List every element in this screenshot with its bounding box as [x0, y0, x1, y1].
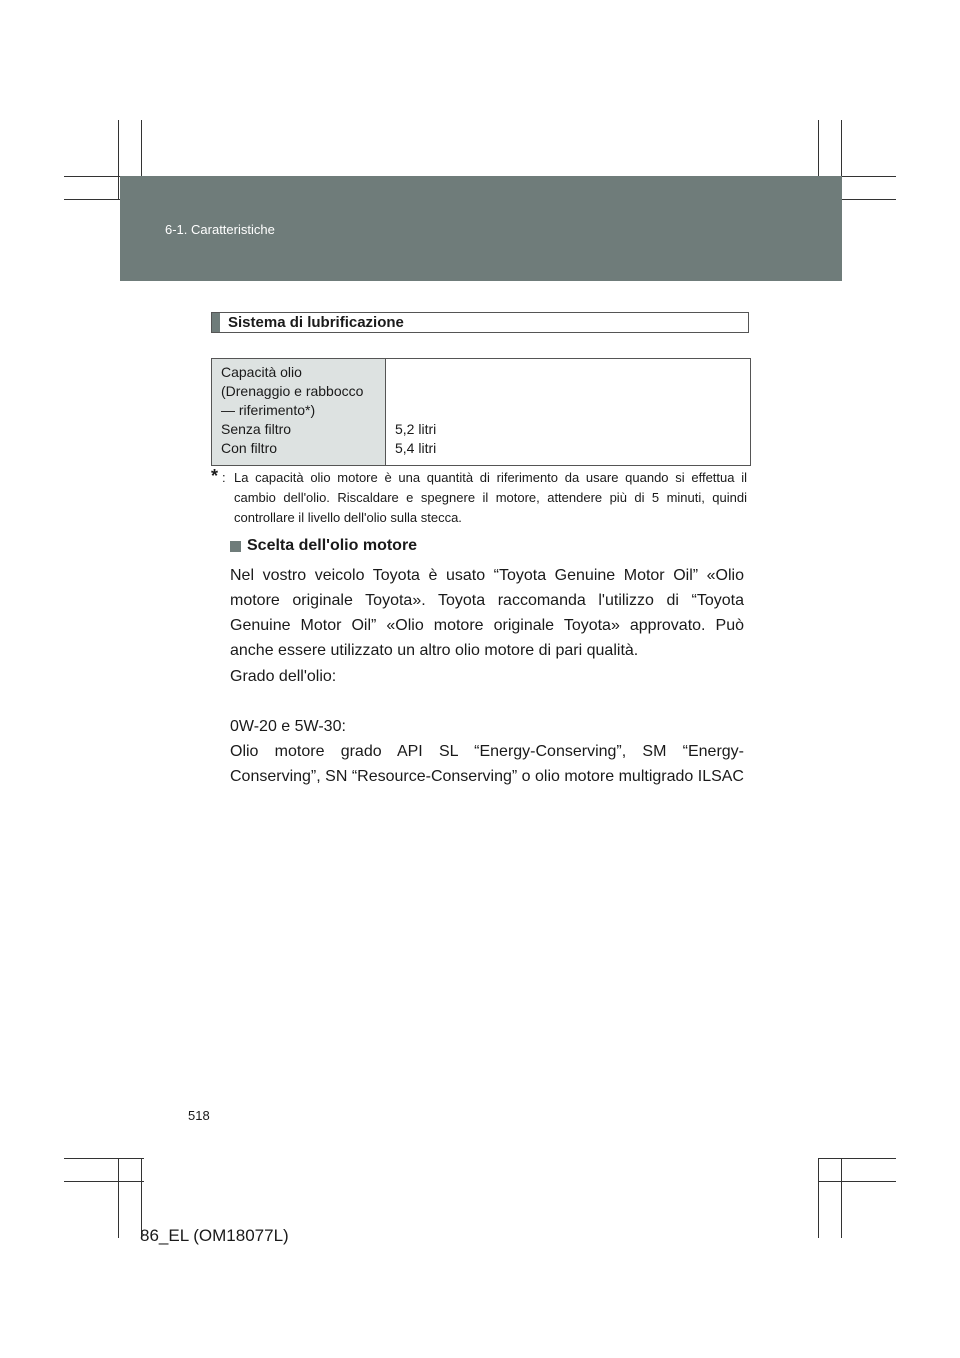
footnote-colon: :	[222, 470, 226, 485]
label-line: Senza filtro	[221, 421, 292, 437]
crop-mark	[64, 1181, 144, 1182]
section-header	[211, 312, 749, 333]
table-value-cell	[386, 359, 751, 466]
crop-mark	[64, 1158, 144, 1159]
paragraph-line: 0W-20 e 5W-30:	[230, 718, 346, 735]
breadcrumb: 6-1. Caratteristiche	[165, 222, 275, 237]
footnote	[211, 468, 747, 528]
crop-mark	[818, 1181, 896, 1182]
label-line: — riferimento*)	[221, 402, 316, 418]
square-bullet-icon	[230, 541, 241, 552]
value-line: 5,4 litri	[395, 440, 437, 456]
label-line: Con filtro	[221, 440, 278, 456]
document-code: 86_EL (OM18077L)	[140, 1226, 289, 1245]
paragraph-text: Olio motore grado API SL “Energy-Conserving”, SM “Energy-Conserving”, SN “Resource-Conserving” o olio motore multigrado ILSAC	[230, 743, 744, 785]
crop-mark	[841, 1158, 842, 1238]
paragraph: Nel vostro veicolo Toyota è usato “Toyota Genuine Motor Oil” «Olio motore originale Toyota». Toyota raccomanda l'utilizzo di “Toyota Genuine Motor Oil” «Olio motore originale Toyota» approvato. Può anche essere utilizzato un altro olio motore di pari qualità.	[230, 567, 744, 659]
table-label-cell	[212, 359, 386, 466]
subheading	[230, 537, 417, 555]
label-line: Capacità olio	[221, 364, 302, 380]
page-number: 518	[188, 1108, 210, 1123]
crop-mark	[118, 120, 119, 200]
paragraph	[230, 714, 744, 789]
crop-mark	[118, 1158, 119, 1238]
section-title: Sistema di lubrificazione	[228, 314, 404, 331]
crop-mark	[818, 1158, 819, 1238]
paragraph: Grado dell'olio:	[230, 668, 337, 685]
subheading-text: Scelta dell'olio motore	[247, 537, 418, 554]
footnote-marker: *	[211, 466, 219, 486]
footnote-text: La capacità olio motore è una quantità di riferimento da usare quando si effettua il cambio dell'olio. Riscaldare e spegnere il motore, attendere più di 5 minuti, quindi controllare il livello dell'olio sulla stecca.	[234, 470, 747, 525]
label-line: (Drenaggio e rabbocco	[221, 383, 364, 399]
table-row	[212, 359, 751, 466]
oil-capacity-table	[211, 358, 751, 466]
section-marker	[212, 313, 220, 332]
value-line: 5,2 litri	[395, 421, 437, 437]
crop-mark	[818, 1158, 896, 1159]
